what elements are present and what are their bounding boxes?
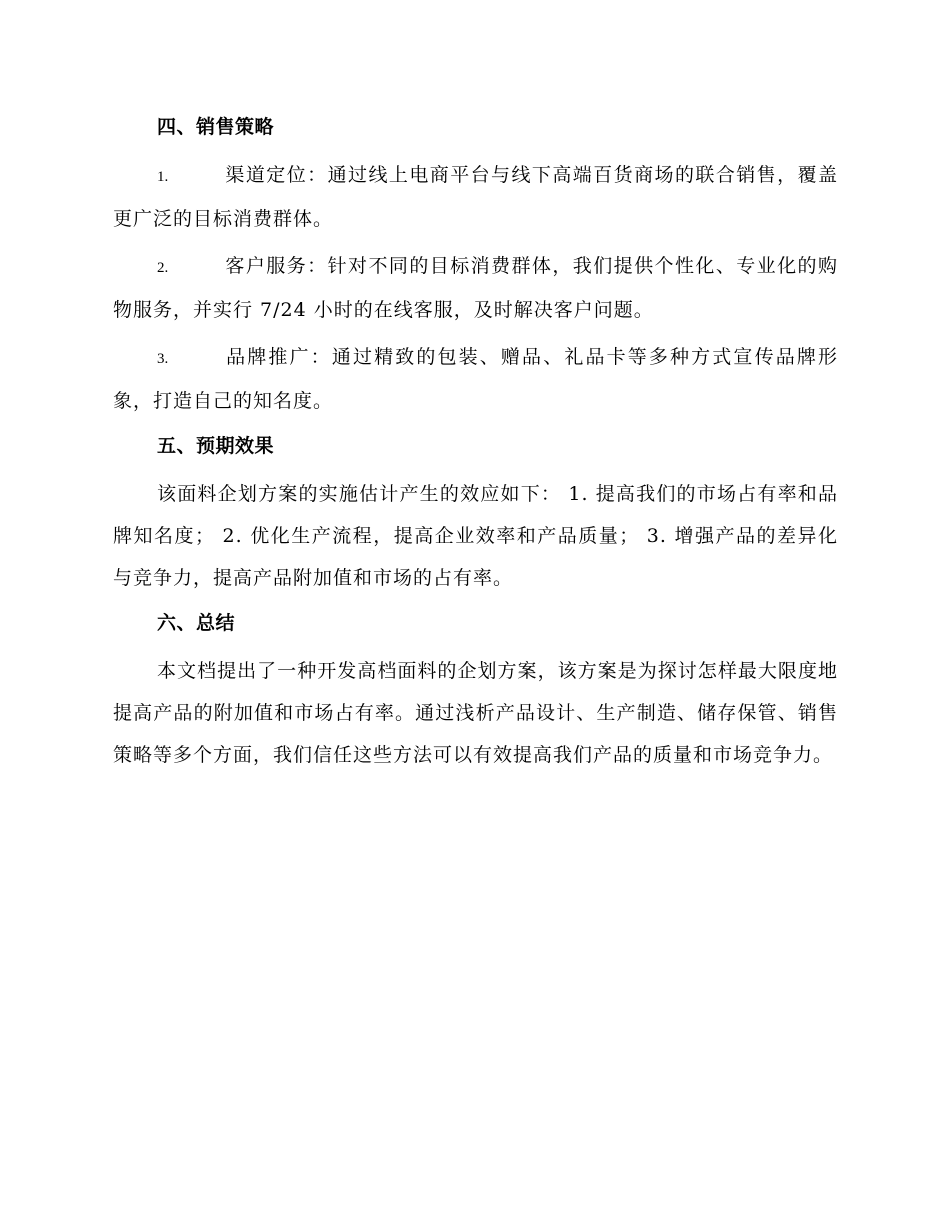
section-heading-summary: 六、总结 (157, 612, 236, 634)
list-item-number: 2. (157, 260, 169, 276)
list-item-text: 客户服务：针对不同的目标消费群体，我们提供个性化、专业化的购物服务，并实行 7/24 小时的在线客服，及时解决客户问题。 (113, 255, 838, 321)
list-item-text: 品牌推广：通过精致的包装、赠品、礼品卡等多种方式宣传品牌形象，打造自己的知名度。 (113, 346, 838, 412)
list-item-channel-positioning (113, 154, 838, 240)
paragraph-expected-effects: 该面料企划方案的实施估计产生的效应如下： 1. 提高我们的市场占有率和品牌知名度； 2. 优化生产流程，提高企业效率和产品质量； 3. 增强产品的差异化与竞争力，提高产品附加值和市场的占有率。 (113, 483, 838, 589)
paragraph-summary: 本文档提出了一种开发高档面料的企划方案，该方案是为探讨怎样最大限度地提高产品的附加值和市场占有率。通过浅析产品设计、生产制造、储存保管、销售策略等多个方面，我们信任这些方法可以有效提高我们产品的质量和市场竞争力。 (113, 660, 838, 766)
list-item-number: 1. (157, 169, 169, 185)
section-heading-expected-effects: 五、预期效果 (157, 435, 275, 457)
list-item-text: 渠道定位：通过线上电商平台与线下高端百货商场的联合销售，覆盖更广泛的目标消费群体。 (113, 164, 838, 230)
list-item-brand-promotion (113, 336, 838, 422)
list-item-customer-service (113, 245, 838, 331)
document-page (113, 108, 838, 781)
list-item-number: 3. (157, 351, 169, 367)
section-heading-sales-strategy: 四、销售策略 (157, 116, 275, 138)
